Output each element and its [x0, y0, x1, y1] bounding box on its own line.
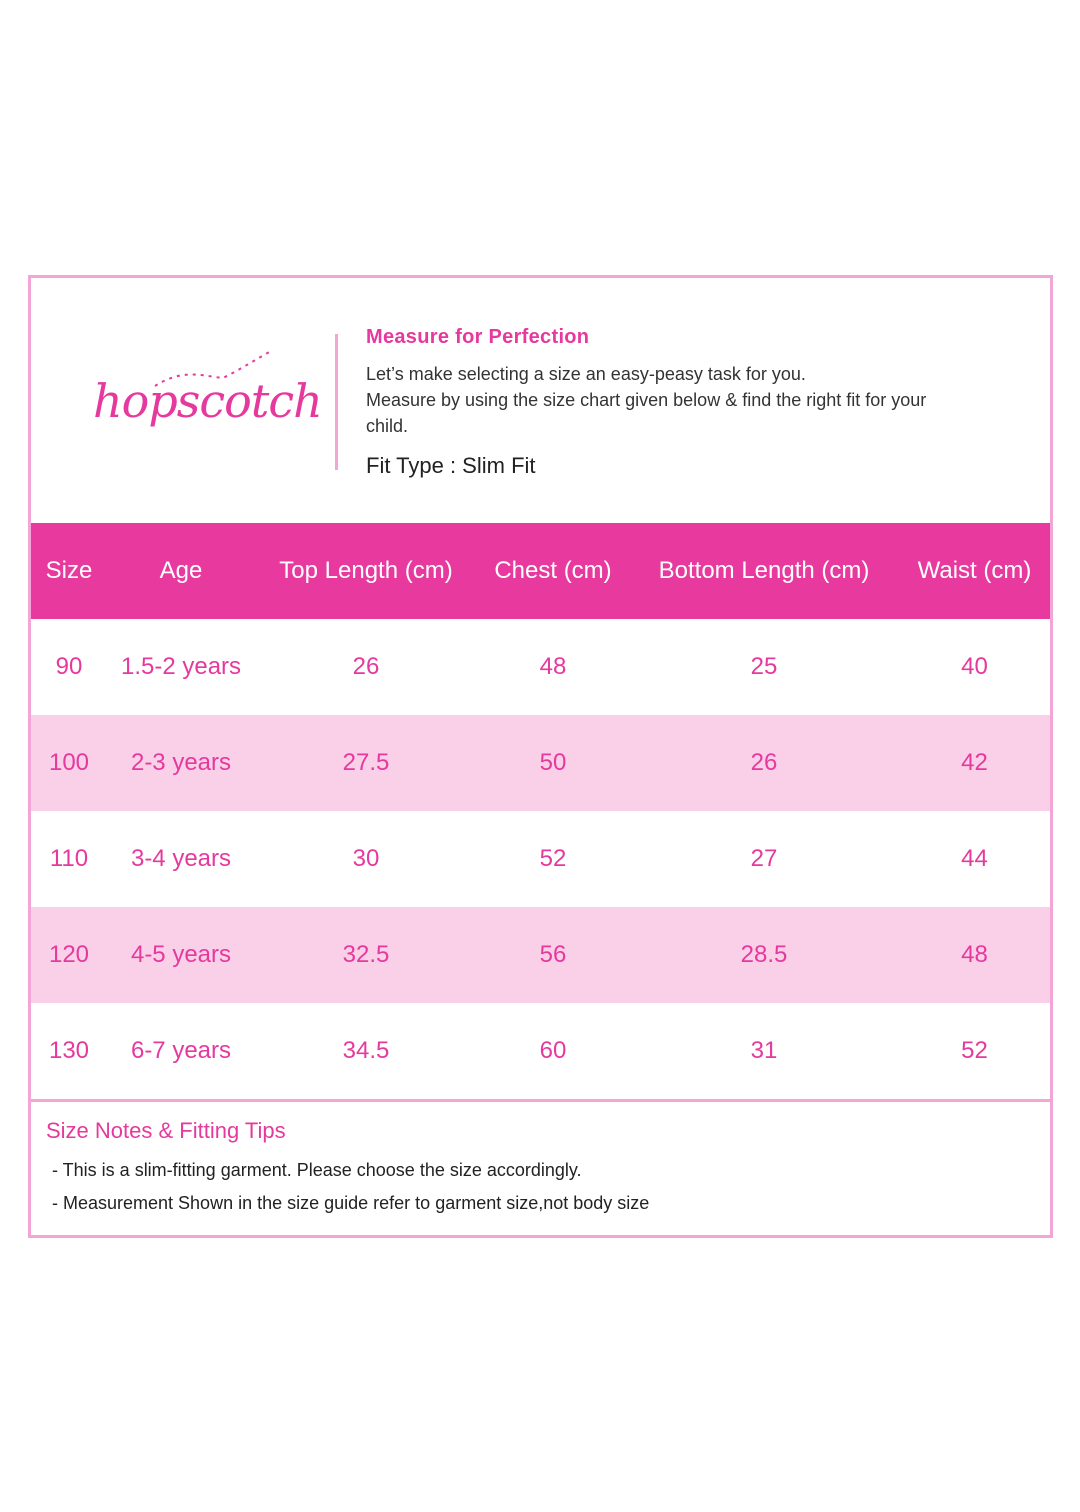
cell-age: 3-4 years: [130, 845, 232, 872]
hopscotch-logo: [93, 348, 322, 438]
note-item: - This is a slim-fitting garment. Please choose the size accordingly.: [52, 1160, 582, 1180]
cell-age: 1.5-2 years: [120, 653, 242, 680]
table-row: [31, 715, 1050, 811]
cell-bottom-length: 31: [750, 1037, 778, 1064]
col-header-chest: Chest (cm): [477, 523, 629, 619]
col-header-waist: Waist (cm): [899, 523, 1050, 619]
col-header-bottom-length: Bottom Length (cm): [629, 523, 899, 619]
intro-line: Let’s make selecting a size an easy-peasy task for you.: [366, 364, 806, 384]
cell-waist: 44: [961, 845, 988, 872]
size-table: [31, 523, 1050, 1099]
cell-size: 120: [31, 907, 107, 1003]
cell-chest: 52: [539, 845, 567, 872]
cell-size: 90: [55, 653, 83, 680]
cell-size: 100: [31, 715, 107, 811]
cell-size: 110: [49, 845, 89, 872]
size-chart-card: [28, 275, 1053, 1238]
logo-wordmark: hopscotch: [93, 374, 322, 428]
intro-line: child.: [366, 416, 409, 436]
cell-chest: 60: [539, 1037, 567, 1064]
cell-chest: 48: [539, 653, 567, 680]
intro-block: [366, 326, 1016, 479]
cell-age: 2-3 years: [107, 715, 255, 811]
cell-waist: 48: [899, 907, 1050, 1003]
cell-waist: 42: [899, 715, 1050, 811]
intro-line: Measure by using the size chart given below & find the right fit for your: [366, 390, 927, 410]
table-row: [31, 1003, 1050, 1099]
cell-top-length: 27.5: [255, 715, 477, 811]
cell-chest: 50: [477, 715, 629, 811]
intro-title: Measure for Perfection: [366, 326, 590, 348]
size-notes: [46, 1118, 1026, 1220]
table-row: [31, 811, 1050, 907]
fit-type: Fit Type : Slim Fit: [366, 453, 536, 478]
chart-header: [31, 278, 1050, 523]
cell-chest: 56: [477, 907, 629, 1003]
cell-age: 6-7 years: [130, 1037, 232, 1064]
table-row: [31, 907, 1050, 1003]
cell-age: 4-5 years: [107, 907, 255, 1003]
cell-bottom-length: 25: [750, 653, 778, 680]
notes-divider: [31, 1099, 1050, 1102]
cell-waist: 40: [961, 653, 988, 680]
col-header-age: Age: [107, 523, 255, 619]
cell-top-length: 30: [352, 845, 380, 872]
col-header-top-length: Top Length (cm): [255, 523, 477, 619]
note-item: - Measurement Shown in the size guide refer to garment size,not body size: [52, 1193, 650, 1213]
header-divider: [335, 334, 338, 470]
cell-size: 130: [48, 1037, 90, 1064]
cell-top-length: 34.5: [342, 1037, 390, 1064]
cell-bottom-length: 28.5: [629, 907, 899, 1003]
cell-top-length: 26: [352, 653, 380, 680]
cell-bottom-length: 27: [750, 845, 778, 872]
col-header-size: Size: [31, 523, 107, 619]
cell-bottom-length: 26: [629, 715, 899, 811]
notes-title: Size Notes & Fitting Tips: [46, 1118, 286, 1143]
cell-waist: 52: [961, 1037, 988, 1064]
table-header-row: [31, 523, 1050, 619]
table-row: [31, 619, 1050, 715]
cell-top-length: 32.5: [255, 907, 477, 1003]
